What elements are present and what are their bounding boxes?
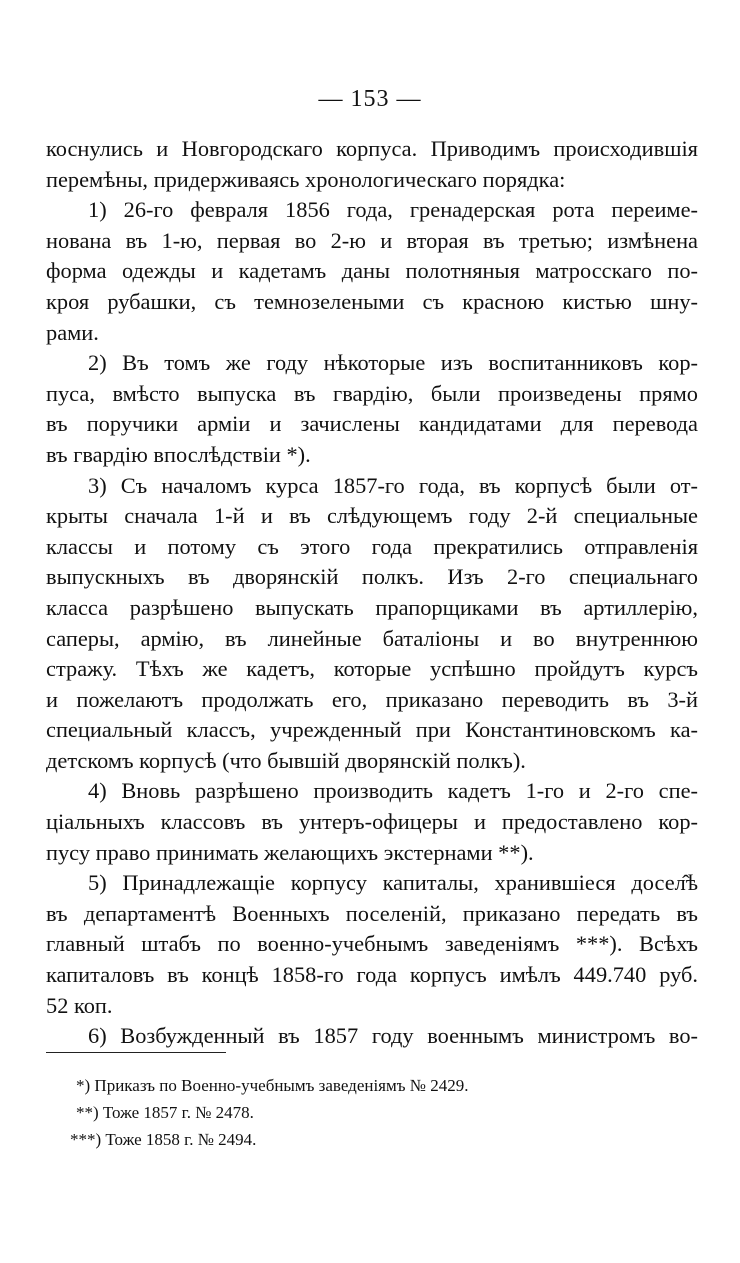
footnote-1: *) Приказъ по Военно-учебнымъ заведеніямъ № 2429.: [76, 1076, 469, 1095]
text-line: 6) Возбужденный въ 1857 году военнымъ министромъ во-: [88, 1023, 698, 1049]
text-line: 52 коп.: [46, 992, 113, 1018]
text-line: 4) Вновь разрѣшено производить кадетъ 1-го и 2-го спе-: [88, 778, 698, 804]
text-line: специальный классъ, учрежденный при Константиновскомъ ка-: [46, 717, 698, 743]
footnote-2: **) Тоже 1857 г. № 2478.: [76, 1103, 254, 1122]
text-line: 2) Въ томъ же году нѣкоторые изъ воспитанниковъ кор-: [88, 350, 698, 376]
text-line: рами.: [46, 319, 99, 345]
text-line: и пожелаютъ продолжать его, приказано переводить въ 3-й: [46, 686, 698, 712]
text-line: въ департаментѣ Военныхъ поселеній, приказано передать въ: [46, 900, 698, 926]
text-line: саперы, армію, въ линейные баталіоны и во внутреннюю: [46, 625, 698, 651]
text-line: пуса, вмѣсто выпуска въ гвардію, были произведены прямо: [46, 380, 698, 406]
text-line: кроя рубашки, съ темнозелеными съ красною кистью шну-: [46, 288, 698, 314]
text-line: 5) Принадлежащіе корпусу капиталы, хранившіеся досел̂ѣ: [88, 870, 698, 896]
text-line: детскомъ корпусѣ (что бывшій дворянскій полкъ).: [46, 747, 526, 773]
text-line: 1) 26-го февраля 1856 года, гренадерская рота переиме-: [88, 197, 698, 223]
text-line: форма одежды и кадетамъ даны полотняныя матросскаго по-: [46, 258, 698, 284]
text-line: ціальныхъ классовъ въ унтеръ-офицеры и предоставлено кор-: [46, 809, 698, 835]
page-number: — 153 —: [318, 86, 422, 112]
text-line: въ гвардію впослѣдствіи *).: [46, 441, 311, 467]
footnotes: [70, 1072, 696, 1153]
footnote-divider: [46, 1052, 226, 1053]
text-line: крыты сначала 1-й и въ слѣдующемъ году 2-й специальные: [46, 503, 698, 529]
text-line: стражу. Тѣхъ же кадетъ, которые успѣшно пройдутъ курсъ: [46, 656, 698, 682]
footnote-3: ***) Тоже 1858 г. № 2494.: [70, 1130, 257, 1149]
text-line: выпускныхъ въ дворянскій полкъ. Изъ 2-го специальнаго: [46, 564, 698, 590]
text-line: классы и потому съ этого года прекратились отправленія: [46, 533, 698, 559]
text-line: пусу право принимать желающихъ экстернами **).: [46, 839, 534, 865]
text-line: 3) Съ началомъ курса 1857-го года, въ корпусѣ были от-: [88, 472, 698, 498]
text-line: главный штабъ по военно-учебнымъ заведеніямъ ***). Всѣхъ: [46, 931, 698, 957]
body-text: [46, 134, 698, 1052]
text-line: въ поручики арміи и зачислены кандидатами для перевода: [46, 411, 698, 437]
text-line: коснулись и Новгородскаго корпуса. Приводимъ происходившія: [46, 136, 698, 161]
text-line: капиталовъ въ концѣ 1858-го года корпусъ имѣлъ 449.740 руб.: [46, 962, 698, 988]
text-line: нована въ 1-ю, первая во 2-ю и вторая въ третью; измѣнена: [46, 227, 698, 253]
text-line: перемѣны, придерживаясь хронологическаго порядка:: [46, 166, 566, 192]
text-line: класса разрѣшено выпускать прапорщиками въ артиллерію,: [46, 594, 698, 620]
